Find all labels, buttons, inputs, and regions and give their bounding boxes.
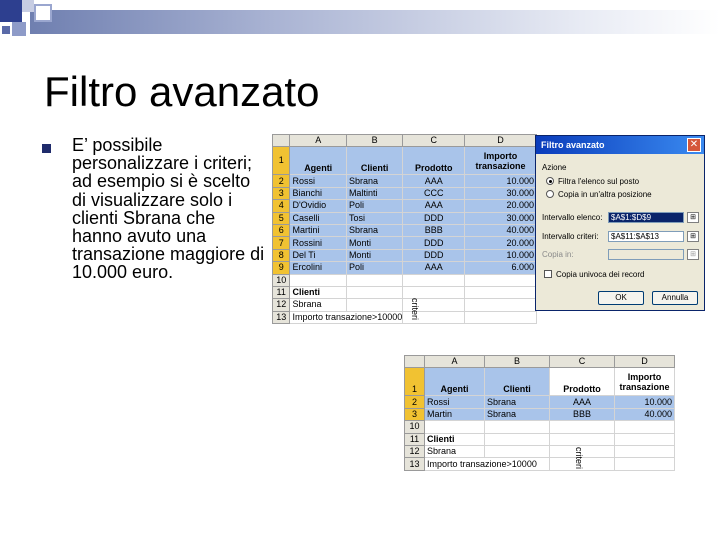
cell[interactable]: [465, 274, 537, 286]
decorative-square: [0, 0, 22, 22]
bullet-marker: [42, 144, 51, 153]
cell[interactable]: Monti: [346, 237, 402, 249]
row-header[interactable]: 11: [405, 433, 425, 445]
criteria-value-cell[interactable]: Importo transazione>10000: [425, 458, 550, 470]
cell[interactable]: AAA: [403, 262, 465, 274]
row-header[interactable]: 8: [273, 249, 290, 261]
cell[interactable]: Maltinti: [346, 187, 402, 199]
row-header[interactable]: 4: [273, 200, 290, 212]
cell[interactable]: Poli: [346, 262, 402, 274]
header-cell[interactable]: Prodotto: [550, 368, 615, 396]
cell[interactable]: [615, 433, 675, 445]
cell[interactable]: Tosi: [346, 212, 402, 224]
radio-copy-elsewhere[interactable]: [546, 190, 554, 198]
cell[interactable]: DDD: [403, 212, 465, 224]
range-picker-icon: ⊞: [687, 249, 699, 260]
decorative-square: [22, 0, 34, 12]
bullet-text: E’ possibile personalizzare i criteri; ad esempio si è scelto di visualizzare solo i clienti Sbrana che hanno avuto una transazione maggiore di 10.000 euro.: [72, 135, 265, 283]
cell[interactable]: 10.000: [465, 249, 537, 261]
cell[interactable]: 20.000: [465, 200, 537, 212]
column-header[interactable]: D: [465, 135, 537, 147]
corner-cell[interactable]: [273, 135, 290, 147]
unique-records-label[interactable]: Copia univoca dei record: [556, 270, 645, 279]
criteria-label-cell[interactable]: Clienti: [290, 286, 346, 298]
cell[interactable]: [615, 458, 675, 470]
cell[interactable]: [485, 445, 550, 457]
cell[interactable]: Rossi: [425, 396, 485, 408]
cell[interactable]: 40.000: [615, 408, 675, 420]
cell[interactable]: [550, 421, 615, 433]
header-cell[interactable]: Prodotto: [403, 147, 465, 175]
column-header[interactable]: A: [425, 356, 485, 368]
row-header[interactable]: 2: [405, 396, 425, 408]
cell[interactable]: Rossini: [290, 237, 346, 249]
cell[interactable]: DDD: [403, 249, 465, 261]
column-header[interactable]: B: [346, 135, 402, 147]
header-cell[interactable]: Importo transazione: [465, 147, 537, 175]
criteria-range-input[interactable]: $A$11:$A$13: [608, 231, 684, 242]
cell[interactable]: AAA: [403, 175, 465, 187]
criteria-value-cell[interactable]: Sbrana: [425, 445, 485, 457]
decorative-header-band: [30, 10, 720, 34]
radio-filter-in-place-label[interactable]: Filtra l'elenco sul posto: [558, 177, 640, 186]
row-header[interactable]: 13: [273, 311, 290, 323]
unique-records-checkbox[interactable]: [544, 270, 552, 278]
dialog-title: Filtro avanzato: [536, 136, 704, 154]
row-header[interactable]: 9: [273, 262, 290, 274]
cell[interactable]: CCC: [403, 187, 465, 199]
column-header[interactable]: C: [550, 356, 615, 368]
column-header[interactable]: A: [290, 135, 346, 147]
cell[interactable]: Martin: [425, 408, 485, 420]
criteria-label-cell[interactable]: Clienti: [425, 433, 485, 445]
row-header[interactable]: 7: [273, 237, 290, 249]
row-header[interactable]: 12: [405, 445, 425, 457]
cell[interactable]: [425, 421, 485, 433]
copy-to-label: Copia in:: [542, 250, 574, 259]
cell[interactable]: [346, 274, 402, 286]
cell[interactable]: 10.000: [615, 396, 675, 408]
row-header[interactable]: 1: [273, 147, 290, 175]
cell[interactable]: [346, 286, 402, 298]
advanced-filter-dialog: [535, 135, 705, 311]
spreadsheet-filtered: [404, 355, 674, 473]
ok-button[interactable]: OK: [598, 291, 644, 305]
cell[interactable]: [403, 274, 465, 286]
corner-cell[interactable]: [405, 356, 425, 368]
cell[interactable]: [290, 274, 346, 286]
row-header[interactable]: 3: [405, 408, 425, 420]
close-icon[interactable]: ✕: [687, 138, 701, 152]
cell[interactable]: [550, 433, 615, 445]
cell[interactable]: [465, 299, 537, 311]
row-header[interactable]: 2: [273, 175, 290, 187]
column-header[interactable]: B: [485, 356, 550, 368]
row-header[interactable]: 1: [405, 368, 425, 396]
row-header[interactable]: 11: [273, 286, 290, 298]
cell[interactable]: [615, 445, 675, 457]
cell[interactable]: BBB: [550, 408, 615, 420]
copy-to-input: [608, 249, 684, 260]
cell[interactable]: 40.000: [465, 224, 537, 236]
cell[interactable]: [485, 421, 550, 433]
row-header[interactable]: 3: [273, 187, 290, 199]
header-cell[interactable]: Agenti: [290, 147, 346, 175]
cell[interactable]: BBB: [403, 224, 465, 236]
cell[interactable]: Poli: [346, 200, 402, 212]
cell[interactable]: Monti: [346, 249, 402, 261]
radio-filter-in-place[interactable]: [546, 177, 554, 185]
cell[interactable]: DDD: [403, 237, 465, 249]
decorative-square: [34, 4, 52, 22]
vertical-criteri-label: criteri: [410, 298, 420, 320]
row-header[interactable]: 12: [273, 299, 290, 311]
cell[interactable]: [615, 421, 675, 433]
cell[interactable]: D'Ovidio: [290, 200, 346, 212]
radio-copy-elsewhere-label[interactable]: Copia in un'altra posizione: [558, 190, 652, 199]
column-header[interactable]: C: [403, 135, 465, 147]
decorative-square: [12, 22, 26, 36]
sheet2-grid: [404, 355, 675, 471]
cell[interactable]: Sbrana: [346, 175, 402, 187]
cell[interactable]: [465, 286, 537, 298]
header-cell[interactable]: Agenti: [425, 368, 485, 396]
cell[interactable]: Del Ti: [290, 249, 346, 261]
cell[interactable]: Martini: [290, 224, 346, 236]
range-picker-icon[interactable]: ⊞: [687, 212, 699, 223]
criteria-range-label: Intervallo criteri:: [542, 232, 599, 241]
cell[interactable]: Bianchi: [290, 187, 346, 199]
cell[interactable]: 30.000: [465, 187, 537, 199]
slide-title: Filtro avanzato: [44, 68, 320, 115]
range-picker-icon[interactable]: ⊞: [687, 231, 699, 242]
spreadsheet-full: [272, 134, 537, 326]
cell[interactable]: Sbrana: [485, 408, 550, 420]
cell[interactable]: 30.000: [465, 212, 537, 224]
header-cell[interactable]: Importo transazione: [615, 368, 675, 396]
row-header[interactable]: 10: [273, 274, 290, 286]
criteria-value-cell[interactable]: Importo transazione>10000: [290, 311, 403, 323]
decorative-square: [2, 26, 10, 34]
row-header[interactable]: 13: [405, 458, 425, 470]
header-cell[interactable]: Clienti: [485, 368, 550, 396]
sheet1-grid: [272, 134, 537, 324]
list-range-label: Intervallo elenco:: [542, 213, 603, 222]
cell[interactable]: Sbrana: [485, 396, 550, 408]
vertical-criteri-label: criteri: [574, 447, 584, 469]
cell[interactable]: AAA: [550, 396, 615, 408]
row-header[interactable]: 10: [405, 421, 425, 433]
cell[interactable]: [346, 299, 402, 311]
cell[interactable]: [465, 311, 537, 323]
column-header[interactable]: D: [615, 356, 675, 368]
list-range-input[interactable]: $A$1:$D$9: [608, 212, 684, 223]
cancel-button[interactable]: Annulla: [652, 291, 698, 305]
cell[interactable]: 20.000: [465, 237, 537, 249]
criteria-value-cell[interactable]: Sbrana: [290, 299, 346, 311]
cell[interactable]: Ercolini: [290, 262, 346, 274]
row-header[interactable]: 6: [273, 224, 290, 236]
cell[interactable]: [485, 433, 550, 445]
cell[interactable]: 6.000: [465, 262, 537, 274]
row-header[interactable]: 5: [273, 212, 290, 224]
action-group-label: Azione: [542, 163, 567, 172]
cell[interactable]: Sbrana: [346, 224, 402, 236]
cell[interactable]: [403, 286, 465, 298]
cell[interactable]: AAA: [403, 200, 465, 212]
header-cell[interactable]: Clienti: [346, 147, 402, 175]
cell[interactable]: 10.000: [465, 175, 537, 187]
cell[interactable]: Caselli: [290, 212, 346, 224]
cell[interactable]: Rossi: [290, 175, 346, 187]
